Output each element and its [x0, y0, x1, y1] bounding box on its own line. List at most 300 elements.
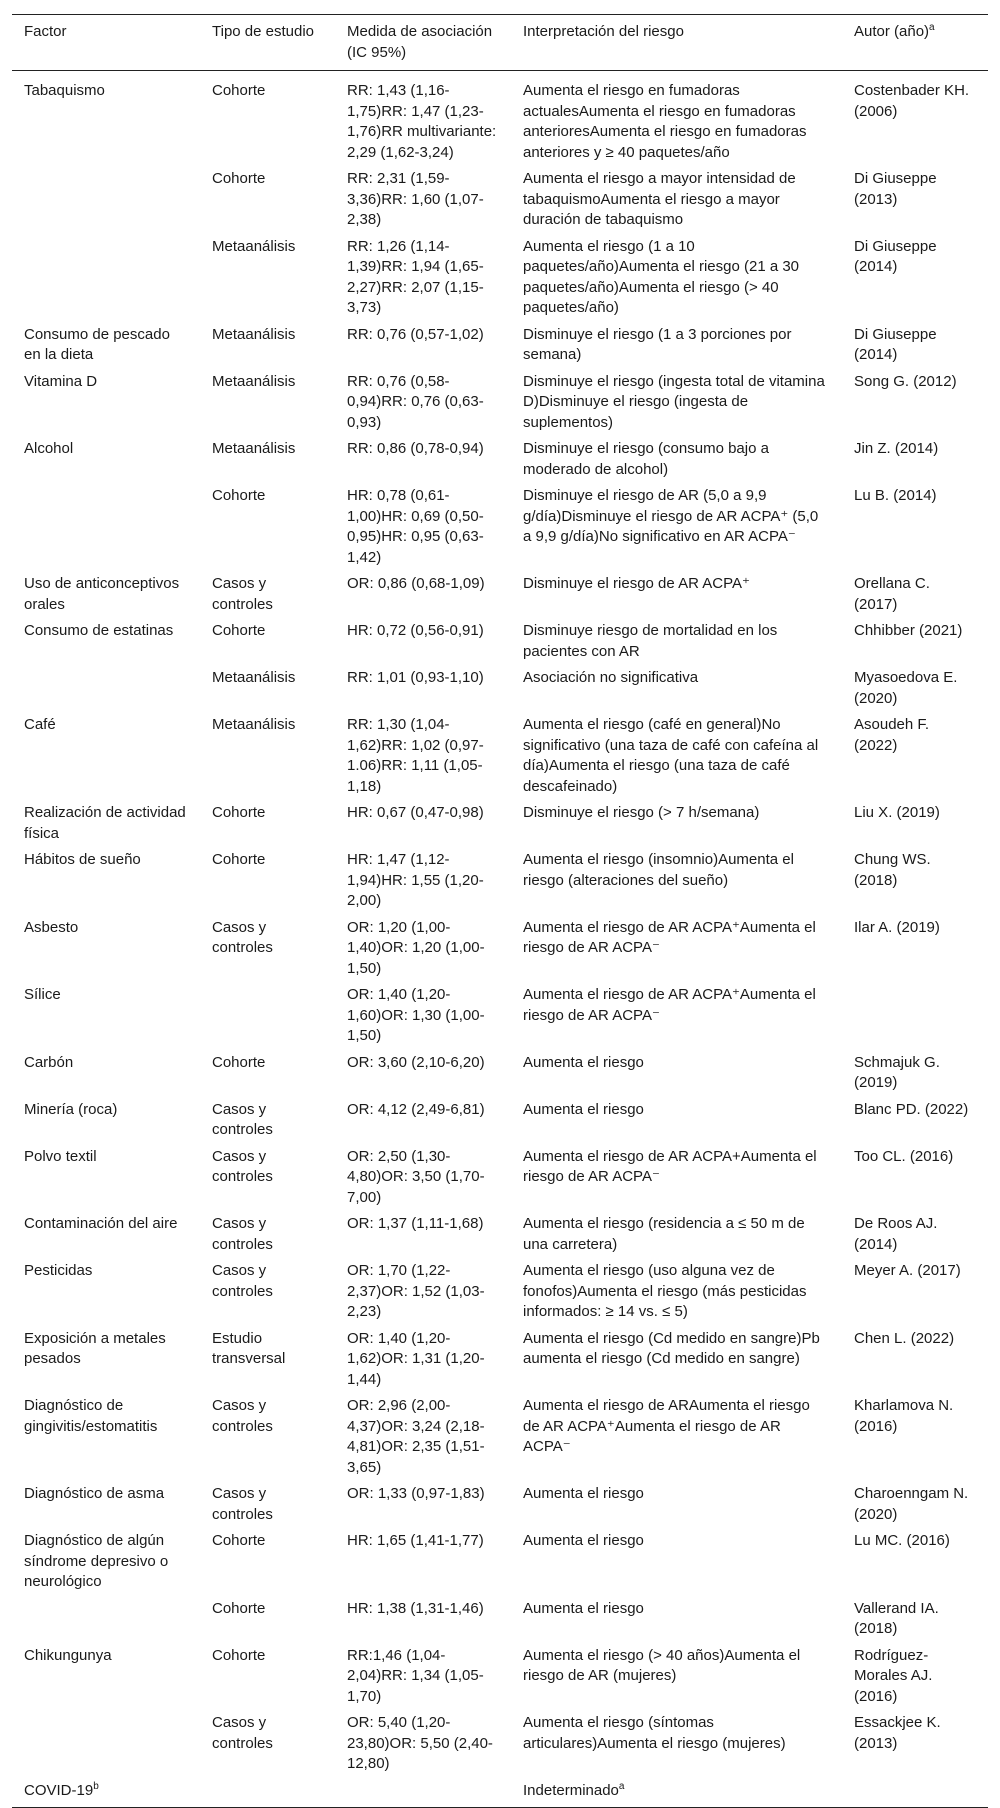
- cell-study-type: [200, 618, 335, 665]
- cell-association-measure: [335, 234, 511, 322]
- table-row: [12, 1778, 988, 1808]
- table-row: [12, 369, 988, 437]
- cell-study-type: [200, 1778, 335, 1808]
- table-row: [12, 915, 988, 983]
- cell-factor-text: Minería (roca): [24, 1100, 118, 1118]
- cell-factor: [12, 1778, 200, 1808]
- cell-association-measure: [335, 322, 511, 369]
- cell-study-type-text: Cohorte: [212, 487, 266, 504]
- cell-factor: [12, 1050, 200, 1097]
- cell-author-year-text: Di Giuseppe (2013): [854, 170, 937, 208]
- cell-association-measure: [335, 915, 511, 983]
- cell-author-year-text: Essackjee K. (2013): [854, 1714, 941, 1752]
- cell-risk-interpretation-text: Disminuye el riesgo de AR ACPA⁺: [523, 575, 750, 592]
- table-row: [12, 1326, 988, 1394]
- cell-author-year-text: Song G. (2012): [854, 372, 957, 390]
- cell-association-measure-text: RR: 1,43 (1,16-1,75)RR: 1,47 (1,23-1,76)RR multivariante: 2,29 (1,62-3,24): [347, 82, 497, 161]
- cell-study-type: [200, 436, 335, 483]
- cell-risk-interpretation: [511, 369, 842, 437]
- cell-factor: [12, 436, 200, 483]
- cell-author-year: [842, 1050, 988, 1097]
- cell-author-year-text: Chung WS. (2018): [854, 851, 931, 889]
- cell-association-measure-text: OR: 1,40 (1,20-1,60)OR: 1,30 (1,00-1,50): [347, 986, 485, 1044]
- cell-factor-text: Café: [24, 716, 56, 733]
- header-author-label: Autor (año): [854, 23, 930, 40]
- cell-author-year: [842, 665, 988, 712]
- cell-association-measure-text: OR: 3,60 (2,10-6,20): [347, 1053, 485, 1071]
- cell-risk-interpretation: [511, 1778, 842, 1808]
- cell-author-year-text: Lu B. (2014): [854, 487, 937, 504]
- cell-study-type: [200, 1393, 335, 1481]
- cell-association-measure: [335, 1258, 511, 1326]
- cell-association-measure-text: RR: 0,86 (0,78-0,94): [347, 440, 484, 457]
- cell-risk-interpretation-text: Disminuye el riesgo (1 a 3 porciones por semana): [523, 325, 792, 363]
- cell-factor-text: Pesticidas: [24, 1262, 93, 1279]
- cell-factor: [12, 1596, 200, 1643]
- cell-association-measure: [335, 1050, 511, 1097]
- table-row: [12, 234, 988, 322]
- table-row: [12, 982, 988, 1050]
- cell-study-type-text: Casos y controles: [212, 1262, 273, 1300]
- table-row: [12, 436, 988, 483]
- cell-association-measure: [335, 571, 511, 618]
- cell-association-measure-text: OR: 0,86 (0,68-1,09): [347, 575, 485, 592]
- header-row: [12, 15, 988, 71]
- cell-factor-text: Exposición a metales pesados: [24, 1329, 166, 1367]
- cell-study-type: [200, 982, 335, 1050]
- cell-risk-interpretation: [511, 436, 842, 483]
- cell-risk-interpretation: [511, 1050, 842, 1097]
- cell-factor-text: Sílice: [24, 986, 61, 1003]
- header-risk-interpretation: Interpretación del riesgo: [511, 15, 842, 71]
- cell-association-measure: [335, 665, 511, 712]
- cell-risk-interpretation-text: Disminuye riesgo de mortalidad en los pacientes con AR: [523, 622, 778, 660]
- table-row: [12, 1258, 988, 1326]
- cell-association-measure: [335, 1643, 511, 1711]
- cell-risk-interpretation-text: Aumenta el riesgo: [523, 1599, 644, 1617]
- cell-association-measure-text: HR: 1,65 (1,41-1,77): [347, 1532, 484, 1549]
- cell-study-type-text: Cohorte: [212, 1053, 266, 1071]
- cell-author-year: [842, 1258, 988, 1326]
- cell-association-measure-text: OR: 1,70 (1,22-2,37)OR: 1,52 (1,03-2,23): [347, 1262, 485, 1320]
- cell-factor: [12, 1643, 200, 1711]
- cell-author-year-text: Jin Z. (2014): [854, 440, 939, 457]
- cell-factor-text: Contaminación del aire: [24, 1215, 178, 1232]
- cell-association-measure: [335, 800, 511, 847]
- cell-author-year-text: Kharlamova N. (2016): [854, 1397, 954, 1435]
- header-association-measure: Medida de asociación (IC 95%): [335, 15, 511, 71]
- cell-factor: [12, 1097, 200, 1144]
- cell-risk-interpretation-text: Aumenta el riesgo (1 a 10 paquetes/año)Aumenta el riesgo (21 a 30 paquetes/año)Aumenta el riesgo (> 40 paquetes/año): [523, 237, 800, 316]
- cell-author-year-text: Meyer A. (2017): [854, 1262, 961, 1279]
- cell-association-measure-text: OR: 5,40 (1,20-23,80)OR: 5,50 (2,40-12,80): [347, 1714, 493, 1772]
- table-row: [12, 1393, 988, 1481]
- cell-factor-text: Diagnóstico de algún síndrome depresivo o neurológico: [24, 1532, 169, 1590]
- cell-association-measure-text: HR: 0,72 (0,56-0,91): [347, 622, 484, 639]
- cell-author-year-text: De Roos AJ. (2014): [854, 1215, 938, 1253]
- cell-risk-interpretation: [511, 1393, 842, 1481]
- cell-risk-interpretation-text: Aumenta el riesgo (café en general)No significativo (una taza de café con cafeína al día)Aumenta el riesgo (una taza de café descafeinado): [523, 716, 819, 795]
- footnote-marker: a: [929, 22, 935, 33]
- cell-study-type-text: Cohorte: [212, 170, 266, 187]
- cell-author-year: [842, 982, 988, 1050]
- cell-author-year: [842, 71, 988, 167]
- table-row: [12, 712, 988, 800]
- cell-factor: [12, 1528, 200, 1596]
- footnote-marker: a: [618, 1780, 625, 1792]
- cell-author-year-text: Chen L. (2022): [854, 1329, 955, 1347]
- cell-factor: [12, 483, 200, 571]
- cell-risk-interpretation: [511, 1710, 842, 1778]
- cell-association-measure: [335, 483, 511, 571]
- cell-author-year: [842, 1710, 988, 1778]
- cell-author-year-text: Too CL. (2016): [854, 1147, 954, 1165]
- cell-author-year: [842, 712, 988, 800]
- cell-factor-text: Polvo textil: [24, 1147, 97, 1165]
- cell-author-year-text: Costenbader KH. (2006): [854, 82, 970, 120]
- table-row: [12, 71, 988, 167]
- table-row: [12, 1596, 988, 1643]
- cell-factor-text: Diagnóstico de gingivitis/estomatitis: [24, 1397, 158, 1435]
- cell-author-year-text: Charoenngam N. (2020): [854, 1485, 969, 1523]
- cell-association-measure-text: RR:1,46 (1,04-2,04)RR: 1,34 (1,05-1,70): [347, 1646, 484, 1705]
- cell-risk-interpretation: [511, 1596, 842, 1643]
- cell-study-type-text: Casos y controles: [212, 1215, 273, 1253]
- cell-risk-interpretation: [511, 712, 842, 800]
- cell-risk-interpretation: [511, 1144, 842, 1212]
- cell-association-measure-text: HR: 1,47 (1,12-1,94)HR: 1,55 (1,20-2,00): [347, 851, 484, 909]
- cell-factor: [12, 1326, 200, 1394]
- cell-association-measure-text: RR: 2,31 (1,59-3,36)RR: 1,60 (1,07-2,38): [347, 170, 484, 228]
- cell-study-type-text: Metaanálisis: [212, 372, 296, 390]
- cell-association-measure: [335, 1528, 511, 1596]
- cell-factor: [12, 369, 200, 437]
- cell-author-year: [842, 234, 988, 322]
- table-body: [12, 71, 988, 1808]
- cell-study-type-text: Metaanálisis: [212, 325, 296, 343]
- cell-risk-interpretation-text: Aumenta el riesgo (uso alguna vez de fonofos)Aumenta el riesgo (más pesticidas informados: ≥ 14 vs. ≤ 5): [523, 1262, 807, 1320]
- cell-study-type-text: Casos y controles: [212, 1714, 273, 1752]
- cell-risk-interpretation-text: Aumenta el riesgo a mayor intensidad de tabaquismoAumenta el riesgo a mayor duración de tabaquismo: [523, 170, 796, 228]
- cell-author-year: [842, 1481, 988, 1528]
- table-row: [12, 800, 988, 847]
- cell-factor-text: Tabaquismo: [24, 82, 105, 99]
- cell-author-year: [842, 1144, 988, 1212]
- cell-association-measure: [335, 1326, 511, 1394]
- cell-study-type: [200, 665, 335, 712]
- table-row: [12, 1144, 988, 1212]
- cell-author-year: [842, 322, 988, 369]
- cell-factor: [12, 847, 200, 915]
- cell-author-year-text: Rodríguez-Morales AJ. (2016): [854, 1646, 933, 1705]
- table-row: [12, 1643, 988, 1711]
- cell-association-measure: [335, 982, 511, 1050]
- cell-study-type: [200, 1528, 335, 1596]
- cell-factor: [12, 1258, 200, 1326]
- cell-factor-text: Uso de anticonceptivos orales: [24, 575, 180, 613]
- cell-risk-interpretation-text: Disminuye el riesgo (ingesta total de vitamina D)Disminuye el riesgo (ingesta de suplementos): [523, 372, 825, 431]
- cell-risk-interpretation: [511, 322, 842, 369]
- cell-author-year: [842, 571, 988, 618]
- cell-study-type: [200, 712, 335, 800]
- cell-study-type: [200, 1097, 335, 1144]
- cell-association-measure: [335, 1596, 511, 1643]
- cell-author-year-text: Asoudeh F. (2022): [854, 716, 930, 754]
- cell-study-type: [200, 1710, 335, 1778]
- cell-risk-interpretation: [511, 618, 842, 665]
- cell-study-type-text: Casos y controles: [212, 1397, 273, 1435]
- cell-study-type: [200, 166, 335, 234]
- table-row: [12, 847, 988, 915]
- header-factor: Factor: [12, 15, 200, 71]
- cell-author-year: [842, 1097, 988, 1144]
- header-author-year: [842, 15, 988, 71]
- cell-factor: [12, 571, 200, 618]
- cell-factor: [12, 915, 200, 983]
- cell-author-year: [842, 1596, 988, 1643]
- cell-factor-text: Asbesto: [24, 918, 79, 936]
- cell-association-measure: [335, 436, 511, 483]
- cell-study-type-text: Metaanálisis: [212, 669, 296, 686]
- cell-risk-interpretation-text: Aumenta el riesgo (residencia a ≤ 50 m de una carretera): [523, 1215, 805, 1253]
- cell-author-year-text: Vallerand IA. (2018): [854, 1599, 939, 1637]
- cell-association-measure-text: RR: 1,30 (1,04-1,62)RR: 1,02 (0,97-1.06)RR: 1,11 (1,05-1,18): [347, 716, 484, 795]
- cell-author-year: [842, 1643, 988, 1711]
- cell-study-type-text: Estudio transversal: [212, 1329, 286, 1367]
- cell-study-type-text: Cohorte: [212, 804, 266, 821]
- cell-risk-interpretation-text: Asociación no significativa: [523, 669, 699, 686]
- cell-association-measure-text: HR: 1,38 (1,31-1,46): [347, 1599, 484, 1617]
- cell-author-year: [842, 483, 988, 571]
- cell-risk-interpretation: [511, 166, 842, 234]
- cell-author-year-text: Myasoedova E. (2020): [854, 669, 958, 707]
- cell-risk-interpretation: [511, 1481, 842, 1528]
- cell-study-type-text: Cohorte: [212, 1599, 266, 1617]
- cell-risk-interpretation: [511, 847, 842, 915]
- table-row: [12, 1097, 988, 1144]
- cell-risk-interpretation-text: Disminuye el riesgo (consumo bajo a moderado de alcohol): [523, 440, 769, 478]
- cell-factor: [12, 166, 200, 234]
- cell-association-measure: [335, 1211, 511, 1258]
- cell-study-type-text: Casos y controles: [212, 1485, 273, 1523]
- cell-association-measure-text: OR: 1,33 (0,97-1,83): [347, 1485, 485, 1502]
- cell-association-measure-text: RR: 1,26 (1,14-1,39)RR: 1,94 (1,65-2,27)RR: 2,07 (1,15-3,73): [347, 237, 484, 316]
- cell-factor: [12, 982, 200, 1050]
- cell-association-measure: [335, 1144, 511, 1212]
- cell-factor: [12, 1211, 200, 1258]
- cell-factor: [12, 1710, 200, 1778]
- cell-factor-text: Chikungunya: [24, 1646, 112, 1664]
- cell-factor: [12, 665, 200, 712]
- cell-study-type: [200, 1596, 335, 1643]
- cell-association-measure-text: HR: 0,78 (0,61-1,00)HR: 0,69 (0,50-0,95)HR: 0,95 (0,63-1,42): [347, 487, 484, 566]
- cell-risk-interpretation-text: Aumenta el riesgo: [523, 1053, 644, 1071]
- cell-association-measure-text: RR: 1,01 (0,93-1,10): [347, 669, 484, 686]
- cell-author-year: [842, 1393, 988, 1481]
- cell-association-measure-text: OR: 1,40 (1,20-1,62)OR: 1,31 (1,20-1,44): [347, 1329, 485, 1388]
- cell-factor-text: Carbón: [24, 1053, 74, 1071]
- cell-study-type: [200, 915, 335, 983]
- cell-risk-interpretation: [511, 1528, 842, 1596]
- cell-factor-text: Vitamina D: [24, 372, 98, 390]
- cell-author-year: [842, 436, 988, 483]
- cell-factor: [12, 1393, 200, 1481]
- cell-study-type-text: Cohorte: [212, 1646, 266, 1664]
- cell-risk-interpretation: [511, 1643, 842, 1711]
- cell-risk-interpretation-text: Disminuye el riesgo de AR (5,0 a 9,9 g/día)Disminuye el riesgo de AR ACPA⁺ (5,0 a 9,9 g/día)No significativo en AR ACPA⁻: [523, 487, 819, 545]
- cell-risk-interpretation: [511, 800, 842, 847]
- cell-risk-interpretation: [511, 234, 842, 322]
- cell-study-type-text: Cohorte: [212, 851, 266, 868]
- cell-risk-interpretation-text: Aumenta el riesgo de AR ACPA+Aumenta el riesgo de AR ACPA⁻: [523, 1147, 817, 1185]
- cell-study-type: [200, 1144, 335, 1212]
- cell-factor: [12, 1144, 200, 1212]
- cell-association-measure: [335, 369, 511, 437]
- table-row: [12, 322, 988, 369]
- cell-author-year: [842, 1326, 988, 1394]
- cell-study-type-text: Casos y controles: [212, 1100, 273, 1138]
- cell-study-type: [200, 1050, 335, 1097]
- table-row: [12, 1050, 988, 1097]
- cell-factor: [12, 800, 200, 847]
- cell-study-type: [200, 1258, 335, 1326]
- cell-association-measure-text: OR: 4,12 (2,49-6,81): [347, 1100, 485, 1118]
- table-row: [12, 571, 988, 618]
- cell-risk-interpretation-text: Disminuye el riesgo (> 7 h/semana): [523, 804, 760, 821]
- cell-factor: [12, 322, 200, 369]
- cell-factor-text: Hábitos de sueño: [24, 851, 141, 868]
- cell-study-type-text: Casos y controles: [212, 1147, 273, 1185]
- cell-factor-text: Consumo de pescado en la dieta: [24, 325, 170, 363]
- cell-association-measure-text: OR: 1,37 (1,11-1,68): [347, 1215, 484, 1232]
- cell-study-type-text: Casos y controles: [212, 575, 273, 613]
- cell-association-measure-text: OR: 1,20 (1,00-1,40)OR: 1,20 (1,00-1,50): [347, 918, 485, 977]
- cell-study-type: [200, 800, 335, 847]
- cell-risk-interpretation-text: Aumenta el riesgo: [523, 1100, 644, 1118]
- risk-factors-table: [12, 14, 988, 1808]
- cell-factor-text: COVID-19: [24, 1781, 94, 1799]
- cell-association-measure: [335, 166, 511, 234]
- cell-study-type-text: Cohorte: [212, 622, 266, 639]
- cell-risk-interpretation-text: Aumenta el riesgo: [523, 1485, 644, 1502]
- cell-risk-interpretation-text: Aumenta el riesgo (síntomas articulares)Aumenta el riesgo (mujeres): [523, 1714, 786, 1752]
- cell-study-type: [200, 369, 335, 437]
- cell-risk-interpretation: [511, 1211, 842, 1258]
- cell-study-type: [200, 847, 335, 915]
- cell-risk-interpretation-text: Aumenta el riesgo (Cd medido en sangre)Pb aumenta el riesgo (Cd medido en sangre): [523, 1329, 820, 1367]
- cell-association-measure: [335, 1097, 511, 1144]
- cell-association-measure: [335, 71, 511, 167]
- cell-risk-interpretation-text: Aumenta el riesgo (> 40 años)Aumenta el riesgo de AR (mujeres): [523, 1646, 801, 1684]
- cell-association-measure: [335, 1778, 511, 1808]
- cell-risk-interpretation-text: Aumenta el riesgo de AR ACPA⁺Aumenta el riesgo de AR ACPA⁻: [523, 986, 816, 1024]
- table-row: [12, 1710, 988, 1778]
- cell-author-year: [842, 1528, 988, 1596]
- cell-risk-interpretation-text: Aumenta el riesgo en fumadoras actualesAumenta el riesgo en fumadoras anterioresAumenta el riesgo en fumadoras anteriores y ≥ 40 paquetes/año: [523, 82, 807, 161]
- cell-risk-interpretation: [511, 571, 842, 618]
- cell-risk-interpretation: [511, 982, 842, 1050]
- cell-association-measure: [335, 618, 511, 665]
- cell-author-year: [842, 915, 988, 983]
- cell-study-type-text: Casos y controles: [212, 918, 273, 956]
- cell-association-measure: [335, 1393, 511, 1481]
- cell-factor: [12, 1481, 200, 1528]
- cell-author-year: [842, 1778, 988, 1808]
- cell-association-measure: [335, 1710, 511, 1778]
- cell-association-measure-text: RR: 0,76 (0,58-0,94)RR: 0,76 (0,63-0,93): [347, 372, 484, 431]
- footnote-marker: b: [93, 1780, 99, 1792]
- cell-factor-text: Diagnóstico de asma: [24, 1485, 165, 1502]
- cell-author-year-text: Di Giuseppe (2014): [854, 237, 937, 275]
- cell-factor: [12, 71, 200, 167]
- cell-study-type-text: Cohorte: [212, 82, 266, 99]
- cell-study-type: [200, 1481, 335, 1528]
- table-row: [12, 1481, 988, 1528]
- cell-risk-interpretation-text: Aumenta el riesgo de ARAumenta el riesgo de AR ACPA⁺Aumenta el riesgo de AR ACPA⁻: [523, 1397, 810, 1455]
- cell-author-year-text: Blanc PD. (2022): [854, 1100, 969, 1118]
- table-row: [12, 1211, 988, 1258]
- cell-study-type: [200, 571, 335, 618]
- cell-author-year-text: Lu MC. (2016): [854, 1532, 950, 1549]
- cell-author-year: [842, 166, 988, 234]
- cell-risk-interpretation-text: Aumenta el riesgo (insomnio)Aumenta el riesgo (alteraciones del sueño): [523, 851, 794, 889]
- cell-study-type-text: Metaanálisis: [212, 716, 296, 733]
- cell-author-year-text: Liu X. (2019): [854, 804, 940, 821]
- table-row: [12, 1528, 988, 1596]
- cell-author-year-text: Chhibber (2021): [854, 622, 963, 639]
- cell-risk-interpretation: [511, 1258, 842, 1326]
- cell-author-year-text: Orellana C. (2017): [854, 575, 930, 613]
- cell-study-type: [200, 322, 335, 369]
- cell-author-year: [842, 369, 988, 437]
- cell-risk-interpretation-text: Indeterminado: [523, 1781, 619, 1799]
- cell-author-year: [842, 1211, 988, 1258]
- cell-factor-text: Realización de actividad física: [24, 804, 186, 842]
- cell-study-type-text: Metaanálisis: [212, 237, 296, 255]
- cell-factor: [12, 618, 200, 665]
- cell-risk-interpretation: [511, 1326, 842, 1394]
- cell-association-measure: [335, 712, 511, 800]
- cell-association-measure-text: OR: 2,50 (1,30-4,80)OR: 3,50 (1,70-7,00): [347, 1147, 485, 1206]
- cell-risk-interpretation-text: Aumenta el riesgo: [523, 1532, 644, 1549]
- cell-factor-text: Alcohol: [24, 440, 74, 457]
- cell-association-measure-text: OR: 2,96 (2,00-4,37)OR: 3,24 (2,18-4,81)OR: 2,35 (1,51-3,65): [347, 1397, 485, 1476]
- cell-risk-interpretation: [511, 665, 842, 712]
- table-row: [12, 483, 988, 571]
- table-row: [12, 166, 988, 234]
- cell-study-type: [200, 483, 335, 571]
- cell-risk-interpretation-text: Aumenta el riesgo de AR ACPA⁺Aumenta el riesgo de AR ACPA⁻: [523, 918, 816, 956]
- cell-author-year-text: Schmajuk G. (2019): [854, 1053, 940, 1091]
- cell-author-year: [842, 800, 988, 847]
- cell-association-measure-text: RR: 0,76 (0,57-1,02): [347, 325, 484, 343]
- cell-factor-text: Consumo de estatinas: [24, 622, 174, 639]
- cell-association-measure: [335, 1481, 511, 1528]
- cell-study-type: [200, 1326, 335, 1394]
- cell-study-type: [200, 234, 335, 322]
- cell-risk-interpretation: [511, 483, 842, 571]
- cell-author-year-text: Ilar A. (2019): [854, 918, 940, 936]
- cell-author-year-text: Di Giuseppe (2014): [854, 325, 937, 363]
- cell-association-measure-text: HR: 0,67 (0,47-0,98): [347, 804, 484, 821]
- cell-study-type: [200, 1211, 335, 1258]
- cell-study-type: [200, 71, 335, 167]
- cell-risk-interpretation: [511, 1097, 842, 1144]
- table-header: [12, 15, 988, 71]
- header-study-type: Tipo de estudio: [200, 15, 335, 71]
- cell-study-type-text: Cohorte: [212, 1532, 266, 1549]
- cell-risk-interpretation: [511, 71, 842, 167]
